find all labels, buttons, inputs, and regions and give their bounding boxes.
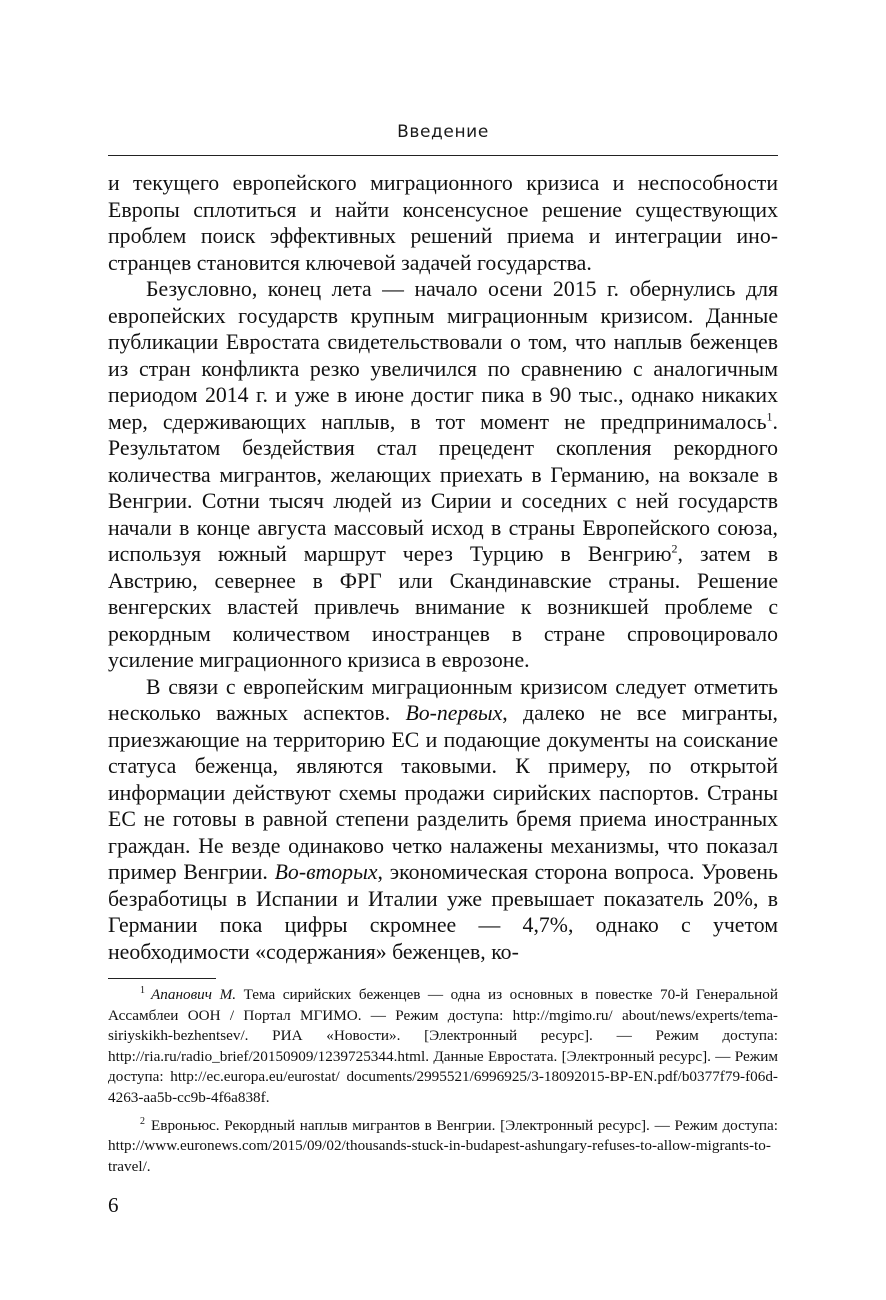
paragraph-2-text-c: , затем в Австрию, севернее в ФРГ или Скандинавские страны. Решение венгерских властей привлечь внимание к возникшей проблеме с рекордным количеством иностранцев в стране спровоцировало усиление миграционного кризиса в еврозоне. xyxy=(108,542,779,672)
paragraph-2 xyxy=(108,276,778,674)
footnote-1 xyxy=(108,985,778,1109)
footnotes xyxy=(108,985,778,1177)
paragraph-2-text-b: . Результатом бездействия стал прецедент скопления рекордного количества мигрантов, желающих приехать в Германию, на вокзале в Венгрии. Сотни тысяч людей из Сирии и соседних с ней государств начали в конце августа массовый исход в страны Европейского союза, используя южный маршрут через Турцию в Венгрию xyxy=(108,409,778,566)
footnote-mark-2: 2 xyxy=(140,1115,145,1127)
footnote-ref-1[interactable]: 1 xyxy=(766,409,773,424)
paragraph-3-text-b: , далеко не все мигранты, приезжающие на территорию ЕС и подающие документы на соискание статуса беженца, являются таковыми. К примеру, по открытой информации действуют схемы продажи сирийских паспортов. Страны ЕС не готовы в равной степени разделить бремя приема иностранных граждан. Не везде одинаково четко налажены механизмы, что показал пример Венгрии. xyxy=(108,701,779,884)
paragraph-2-text-a: Безусловно, конец лета — начало осени 2015 г. обернулись для европейских государств крупным миграционным кризисом. Данные публикации Евростата свидетельствовали о том, что наплыв беженцев из стран конфликта резко увеличился по сравнению с аналогичным периодом 2014 г. и уже в июне достиг пика в 90 тыс., однако никаких мер, сдерживающих наплыв, в тот момент не предпринималось xyxy=(108,277,778,434)
paragraph-3-text-a: В связи с европейским миграционным кризисом следует отметить несколько важных аспектов. xyxy=(108,674,778,725)
emphasis-second: Во-вторых xyxy=(274,860,378,884)
footnote-1-author: Апанович М. xyxy=(151,986,237,1003)
emphasis-first: Во-первых xyxy=(405,701,503,725)
paragraph-3-text-c: , экономическая сторона вопроса. Уровень безработицы в Испании и Италии уже превышает показатель 20%, в Германии пока цифры скромнее — 4,7%, однако с учетом необходимости «содержания» беженцев, ко- xyxy=(108,860,778,964)
footnote-2-text: Евроньюс. Рекордный наплыв мигрантов в Венгрии. [Электронный ресурс]. — Режим доступа: http://www.euronews.com/2015/09/02/thousands-stuck-in-budapest-ashungary-refuses-to-allow-migrants-to-travel/. xyxy=(108,1116,778,1175)
footnote-ref-2[interactable]: 2 xyxy=(671,541,678,556)
footnote-rule xyxy=(108,978,216,979)
page-number: 6 xyxy=(108,1193,119,1217)
paragraph-3 xyxy=(108,674,778,966)
paragraph-1: и текущего европейского миграционного кризиса и неспособности Европы сплотиться и найти консенсусное решение существующих проблем поиск эффективных решений приема и интеграции иностранцев становится ключевой задачей государства. xyxy=(108,171,778,275)
footnote-mark-1: 1 xyxy=(140,984,145,996)
footnote-1-text: Тема сирийских беженцев — одна из основных в повестке 70-й Генеральной Ассамблеи ООН / Портал МГИМО. — Режим доступа: http://mgimo.ru/ about/news/experts/tema-siriyskikh-bezhentsev/. РИА «Новости». [Электронный ресурс]. — Режим доступа: http://ria.ru/radio_brief/20150909/1239725344.html. Данные Евростата. [Электронный ресурс]. — Режим доступа: http://ec.europa.eu/eurostat/ documents/2995521/6996925/3-18092015-BP-EN.pdf/b0377f79-f06d-4263-aa5b-cc9b-4f6a838f. xyxy=(108,986,778,1106)
running-head: Введение xyxy=(397,122,489,142)
footnote-2 xyxy=(108,1116,778,1178)
main-text xyxy=(108,170,778,965)
header-rule xyxy=(108,155,778,156)
